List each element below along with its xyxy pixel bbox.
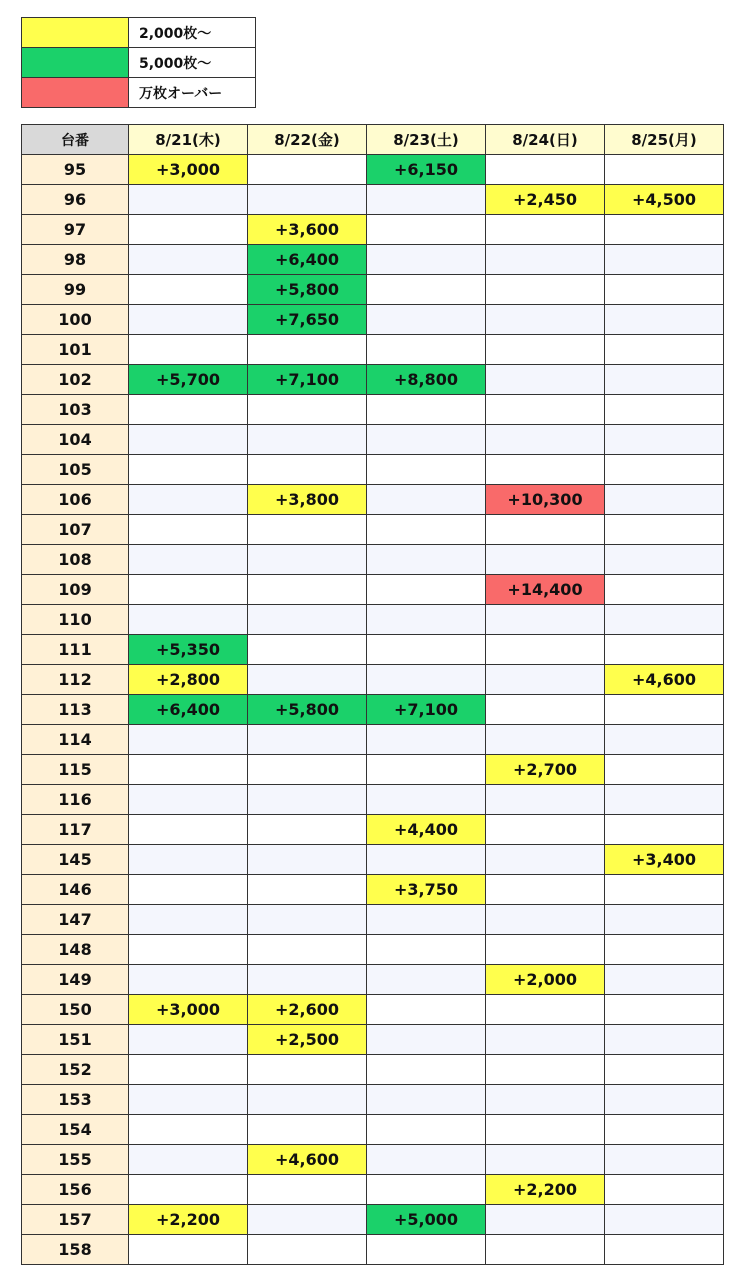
table-row	[22, 545, 724, 575]
table-row	[22, 1145, 724, 1175]
date-header: 8/21(木)	[129, 125, 248, 155]
table-row	[22, 935, 724, 965]
result-cell	[486, 545, 605, 575]
result-cell	[605, 605, 724, 635]
machine-number: 114	[22, 725, 129, 755]
result-cell: +6,400	[248, 245, 367, 275]
result-cell	[605, 755, 724, 785]
result-cell	[129, 485, 248, 515]
result-cell	[486, 935, 605, 965]
result-cell	[248, 1055, 367, 1085]
result-cell	[367, 1055, 486, 1085]
machine-number: 97	[22, 215, 129, 245]
result-cell: +10,300	[486, 485, 605, 515]
table-row	[22, 1085, 724, 1115]
result-cell	[367, 845, 486, 875]
result-cell	[367, 1115, 486, 1145]
legend-swatch-red	[22, 78, 129, 108]
result-cell	[605, 245, 724, 275]
result-cell	[605, 395, 724, 425]
result-cell: +5,350	[129, 635, 248, 665]
result-cell	[129, 575, 248, 605]
result-cell	[486, 1025, 605, 1055]
result-cell	[248, 1115, 367, 1145]
result-cell	[248, 1205, 367, 1235]
result-cell	[486, 305, 605, 335]
result-cell	[486, 995, 605, 1025]
result-cell	[129, 1115, 248, 1145]
legend-row	[22, 18, 256, 48]
result-cell	[605, 455, 724, 485]
result-cell: +5,800	[248, 695, 367, 725]
result-cell	[605, 365, 724, 395]
machine-number: 105	[22, 455, 129, 485]
result-cell	[367, 305, 486, 335]
table-row	[22, 425, 724, 455]
date-header: 8/25(月)	[605, 125, 724, 155]
result-cell	[605, 215, 724, 245]
result-cell	[486, 425, 605, 455]
result-cell	[486, 1055, 605, 1085]
result-cell	[367, 965, 486, 995]
result-cell	[129, 725, 248, 755]
machine-number: 106	[22, 485, 129, 515]
result-cell	[367, 335, 486, 365]
result-cell	[486, 335, 605, 365]
table-row	[22, 395, 724, 425]
result-cell	[605, 335, 724, 365]
table-row	[22, 605, 724, 635]
result-cell	[248, 575, 367, 605]
result-cell: +3,600	[248, 215, 367, 245]
result-cell	[367, 605, 486, 635]
result-cell	[129, 815, 248, 845]
result-cell	[486, 515, 605, 545]
result-cell: +2,200	[486, 1175, 605, 1205]
table-row	[22, 365, 724, 395]
legend-swatch-green	[22, 48, 129, 78]
result-cell	[486, 815, 605, 845]
machine-number: 110	[22, 605, 129, 635]
date-header: 8/24(日)	[486, 125, 605, 155]
result-cell	[605, 815, 724, 845]
result-cell	[486, 275, 605, 305]
result-cell: +2,800	[129, 665, 248, 695]
result-cell: +6,400	[129, 695, 248, 725]
machine-number: 101	[22, 335, 129, 365]
result-cell	[129, 455, 248, 485]
legend-swatch-yellow	[22, 18, 129, 48]
result-cell	[486, 1115, 605, 1145]
table-row	[22, 995, 724, 1025]
machine-number: 152	[22, 1055, 129, 1085]
result-cell	[129, 1085, 248, 1115]
result-cell	[367, 995, 486, 1025]
result-cell	[129, 905, 248, 935]
table-row	[22, 1205, 724, 1235]
result-cell	[367, 755, 486, 785]
result-cell	[248, 755, 367, 785]
result-cell: +14,400	[486, 575, 605, 605]
result-cell	[248, 155, 367, 185]
result-cell	[248, 845, 367, 875]
result-cell	[605, 965, 724, 995]
result-cell	[248, 605, 367, 635]
result-cell	[367, 275, 486, 305]
result-cell	[129, 425, 248, 455]
table-row	[22, 665, 724, 695]
machine-number-header: 台番	[22, 125, 129, 155]
result-cell	[486, 725, 605, 755]
result-cell	[129, 335, 248, 365]
result-cell	[605, 1025, 724, 1055]
result-cell	[248, 545, 367, 575]
table-row	[22, 785, 724, 815]
result-cell	[605, 425, 724, 455]
result-cell	[248, 1235, 367, 1265]
table-row	[22, 455, 724, 485]
result-cell	[248, 635, 367, 665]
result-cell	[367, 725, 486, 755]
table-row	[22, 245, 724, 275]
result-cell: +6,150	[367, 155, 486, 185]
machine-number: 151	[22, 1025, 129, 1055]
result-cell: +3,000	[129, 995, 248, 1025]
table-row	[22, 155, 724, 185]
result-cell	[605, 1175, 724, 1205]
result-cell	[129, 605, 248, 635]
legend	[21, 17, 256, 108]
machine-number: 112	[22, 665, 129, 695]
result-cell	[486, 665, 605, 695]
machine-number: 149	[22, 965, 129, 995]
result-cell	[248, 905, 367, 935]
result-cell	[129, 875, 248, 905]
result-cell	[129, 1025, 248, 1055]
result-cell	[605, 695, 724, 725]
table-row	[22, 485, 724, 515]
result-cell: +4,500	[605, 185, 724, 215]
machine-number: 155	[22, 1145, 129, 1175]
machine-number: 95	[22, 155, 129, 185]
result-cell	[605, 575, 724, 605]
result-cell	[367, 665, 486, 695]
result-cell: +7,100	[248, 365, 367, 395]
result-cell	[129, 215, 248, 245]
result-cell	[129, 395, 248, 425]
result-cell	[248, 965, 367, 995]
machine-number: 107	[22, 515, 129, 545]
result-cell	[605, 1055, 724, 1085]
table-row	[22, 1175, 724, 1205]
result-cell	[605, 1205, 724, 1235]
result-cell	[486, 905, 605, 935]
machine-number: 158	[22, 1235, 129, 1265]
machine-number: 96	[22, 185, 129, 215]
result-cell	[605, 785, 724, 815]
result-cell	[605, 905, 724, 935]
result-cell	[605, 545, 724, 575]
result-cell	[129, 935, 248, 965]
table-row	[22, 305, 724, 335]
table-row	[22, 875, 724, 905]
machine-number: 146	[22, 875, 129, 905]
table-row	[22, 965, 724, 995]
results-table	[21, 124, 724, 1265]
date-header: 8/23(土)	[367, 125, 486, 155]
result-cell	[129, 1145, 248, 1175]
legend-label: 5,000枚〜	[129, 48, 256, 78]
header-row	[22, 125, 724, 155]
result-cell	[367, 1235, 486, 1265]
result-cell	[486, 875, 605, 905]
result-cell: +7,650	[248, 305, 367, 335]
result-cell	[129, 305, 248, 335]
result-cell: +5,800	[248, 275, 367, 305]
result-cell	[248, 935, 367, 965]
result-cell	[486, 455, 605, 485]
result-cell	[605, 1085, 724, 1115]
result-cell	[605, 875, 724, 905]
table-row	[22, 845, 724, 875]
result-cell	[486, 365, 605, 395]
result-cell: +2,500	[248, 1025, 367, 1055]
result-cell	[248, 725, 367, 755]
result-cell	[248, 785, 367, 815]
result-cell	[486, 245, 605, 275]
result-cell	[367, 545, 486, 575]
result-cell	[367, 485, 486, 515]
result-cell	[605, 995, 724, 1025]
result-cell	[605, 1115, 724, 1145]
table-row	[22, 635, 724, 665]
table-row	[22, 335, 724, 365]
result-cell	[248, 455, 367, 485]
result-cell	[486, 215, 605, 245]
table-row	[22, 1025, 724, 1055]
result-cell	[129, 1175, 248, 1205]
result-cell: +5,000	[367, 1205, 486, 1235]
result-cell	[486, 155, 605, 185]
result-cell	[129, 965, 248, 995]
machine-number: 111	[22, 635, 129, 665]
result-cell	[367, 1175, 486, 1205]
machine-number: 156	[22, 1175, 129, 1205]
table-row	[22, 1115, 724, 1145]
result-cell: +2,450	[486, 185, 605, 215]
result-cell	[129, 545, 248, 575]
result-cell	[486, 1235, 605, 1265]
result-cell	[486, 1205, 605, 1235]
result-cell: +3,750	[367, 875, 486, 905]
machine-number: 108	[22, 545, 129, 575]
table-row	[22, 215, 724, 245]
machine-number: 117	[22, 815, 129, 845]
legend-label: 2,000枚〜	[129, 18, 256, 48]
result-cell	[367, 905, 486, 935]
result-cell	[129, 185, 248, 215]
table-row	[22, 755, 724, 785]
result-cell	[605, 485, 724, 515]
machine-number: 100	[22, 305, 129, 335]
result-cell: +4,600	[605, 665, 724, 695]
table-row	[22, 575, 724, 605]
result-cell	[605, 305, 724, 335]
result-cell	[129, 245, 248, 275]
date-header: 8/22(金)	[248, 125, 367, 155]
result-cell	[605, 155, 724, 185]
result-cell	[486, 695, 605, 725]
machine-number: 116	[22, 785, 129, 815]
table-row	[22, 185, 724, 215]
result-cell	[367, 785, 486, 815]
machine-number: 98	[22, 245, 129, 275]
result-cell	[129, 1235, 248, 1265]
result-cell	[486, 785, 605, 815]
table-row	[22, 1235, 724, 1265]
table-row	[22, 695, 724, 725]
result-cell	[367, 1085, 486, 1115]
result-cell	[248, 1175, 367, 1205]
result-cell	[129, 785, 248, 815]
result-cell	[486, 635, 605, 665]
machine-number: 102	[22, 365, 129, 395]
result-cell	[248, 515, 367, 545]
result-cell: +4,600	[248, 1145, 367, 1175]
result-cell	[129, 845, 248, 875]
result-cell	[129, 275, 248, 305]
result-cell	[367, 455, 486, 485]
result-cell	[248, 1085, 367, 1115]
result-cell: +4,400	[367, 815, 486, 845]
result-cell	[248, 425, 367, 455]
table-row	[22, 815, 724, 845]
table-row	[22, 515, 724, 545]
machine-number: 147	[22, 905, 129, 935]
result-cell	[605, 275, 724, 305]
legend-row	[22, 48, 256, 78]
result-cell: +2,600	[248, 995, 367, 1025]
legend-row	[22, 78, 256, 108]
machine-number: 99	[22, 275, 129, 305]
result-cell	[605, 725, 724, 755]
result-cell	[248, 875, 367, 905]
machine-number: 148	[22, 935, 129, 965]
result-cell: +8,800	[367, 365, 486, 395]
table-row	[22, 725, 724, 755]
legend-label: 万枚オーバー	[129, 78, 256, 108]
machine-number: 153	[22, 1085, 129, 1115]
result-cell	[367, 1025, 486, 1055]
machine-number: 103	[22, 395, 129, 425]
machine-number: 154	[22, 1115, 129, 1145]
result-cell	[486, 1145, 605, 1175]
result-cell	[367, 515, 486, 545]
table-row	[22, 905, 724, 935]
result-cell	[486, 395, 605, 425]
result-cell: +3,800	[248, 485, 367, 515]
result-cell	[248, 335, 367, 365]
table-row	[22, 1055, 724, 1085]
result-cell: +3,000	[129, 155, 248, 185]
machine-number: 113	[22, 695, 129, 725]
result-cell	[129, 1055, 248, 1085]
result-cell: +5,700	[129, 365, 248, 395]
result-cell	[367, 575, 486, 605]
machine-number: 104	[22, 425, 129, 455]
result-cell	[605, 935, 724, 965]
result-cell	[367, 635, 486, 665]
machine-number: 157	[22, 1205, 129, 1235]
table-row	[22, 275, 724, 305]
result-cell	[486, 845, 605, 875]
result-cell	[248, 665, 367, 695]
result-cell: +3,400	[605, 845, 724, 875]
result-cell	[367, 215, 486, 245]
result-cell	[248, 815, 367, 845]
result-cell	[248, 185, 367, 215]
result-cell	[367, 935, 486, 965]
result-cell: +2,200	[129, 1205, 248, 1235]
result-cell	[605, 1235, 724, 1265]
result-cell	[129, 755, 248, 785]
result-cell	[605, 1145, 724, 1175]
result-cell	[486, 605, 605, 635]
machine-number: 150	[22, 995, 129, 1025]
result-cell	[367, 1145, 486, 1175]
result-cell	[367, 395, 486, 425]
result-cell	[367, 425, 486, 455]
machine-number: 145	[22, 845, 129, 875]
result-cell: +2,700	[486, 755, 605, 785]
result-cell: +2,000	[486, 965, 605, 995]
result-cell	[486, 1085, 605, 1115]
result-cell	[605, 515, 724, 545]
result-cell	[367, 185, 486, 215]
result-cell: +7,100	[367, 695, 486, 725]
result-cell	[605, 635, 724, 665]
result-cell	[129, 515, 248, 545]
machine-number: 115	[22, 755, 129, 785]
machine-number: 109	[22, 575, 129, 605]
result-cell	[248, 395, 367, 425]
result-cell	[367, 245, 486, 275]
